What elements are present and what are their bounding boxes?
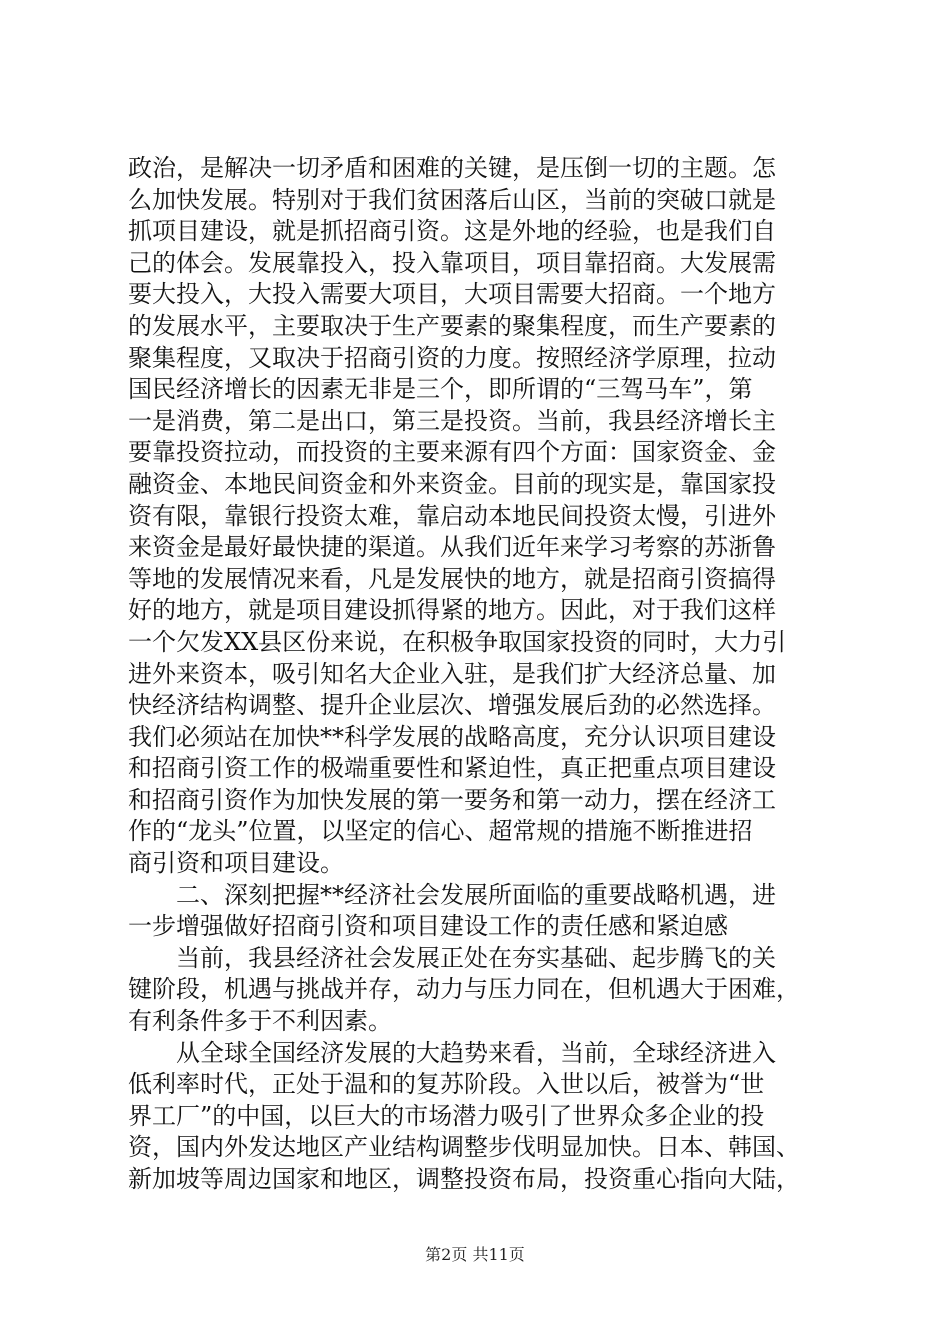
text-line: 资，国内外发达地区产业结构调整步伐明显加快。日本、韩国、 bbox=[128, 1133, 800, 1162]
text-line: 一是消费，第二是出口，第三是投资。当前，我县经济增长主 bbox=[128, 406, 776, 435]
body-text bbox=[128, 153, 828, 1196]
text-line: 政治，是解决一切矛盾和困难的关键，是压倒一切的主题。怎 bbox=[128, 154, 776, 182]
text-line: 我们必须站在加快**科学发展的战略高度，充分认识项目建设 bbox=[128, 722, 776, 751]
text-line: 要大投入，大投入需要大项目，大项目需要大招商。一个地方 bbox=[128, 280, 776, 309]
page-footer: 第2页 共11页 bbox=[425, 1245, 525, 1264]
text-line: 一步增强做好招商引资和项目建设工作的责任感和紧迫感 bbox=[128, 912, 728, 941]
text-line: 当前，我县经济社会发展正处在夯实基础、起步腾飞的关 bbox=[128, 943, 776, 972]
text-line: 快经济结构调整、提升企业层次、增强发展后劲的必然选择。 bbox=[128, 691, 776, 720]
text-line: 等地的发展情况来看，凡是发展快的地方，就是招商引资搞得 bbox=[128, 564, 776, 593]
text-line: 二、深刻把握**经济社会发展所面临的重要战略机遇，进 bbox=[128, 880, 776, 909]
text-line: 来资金是最好最快捷的渠道。从我们近年来学习考察的苏浙鲁 bbox=[128, 533, 776, 562]
text-line: 新加坡等周边国家和地区，调整投资布局，投资重心指向大陆， bbox=[128, 1165, 800, 1193]
text-line: 从全球全国经济发展的大趋势来看，当前，全球经济进入 bbox=[128, 1038, 776, 1067]
text-line: 键阶段，机遇与挑战并存，动力与压力同在，但机遇大于困难， bbox=[128, 975, 800, 1004]
text-line: 有利条件多于不利因素。 bbox=[128, 1007, 392, 1036]
text-line: 么加快发展。特别对于我们贫困落后山区，当前的突破口就是 bbox=[128, 185, 776, 214]
text-line: 界工厂”的中国，以巨大的市场潜力吸引了世界众多企业的投 bbox=[128, 1101, 765, 1130]
text-line: 作的“龙头”位置，以坚定的信心、超常规的措施不断推进招 bbox=[128, 817, 753, 846]
text-line: 资有限，靠银行投资太难，靠启动本地民间投资太慢，引进外 bbox=[128, 501, 776, 530]
text-line: 聚集程度，又取决于招商引资的力度。按照经济学原理，拉动 bbox=[128, 343, 776, 372]
text-line: 进外来资本，吸引知名大企业入驻，是我们扩大经济总量、加 bbox=[128, 659, 776, 688]
text-line: 的发展水平，主要取决于生产要素的聚集程度，而生产要素的 bbox=[128, 311, 776, 340]
text-line: 和招商引资工作的极端重要性和紧迫性，真正把重点项目建设 bbox=[128, 754, 776, 783]
text-line: 和招商引资作为加快发展的第一要务和第一动力，摆在经济工 bbox=[128, 785, 776, 814]
text-line: 抓项目建设，就是抓招商引资。这是外地的经验，也是我们自 bbox=[128, 217, 776, 246]
text-line: 好的地方，就是项目建设抓得紧的地方。因此，对于我们这样 bbox=[128, 596, 776, 625]
text-line: 商引资和项目建设。 bbox=[128, 849, 344, 878]
text-line: 融资金、本地民间资金和外来资金。目前的现实是，靠国家投 bbox=[128, 469, 776, 498]
text-line: 要靠投资拉动，而投资的主要来源有四个方面：国家资金、金 bbox=[128, 438, 776, 467]
text-line: 低利率时代，正处于温和的复苏阶段。入世以后，被誉为“世 bbox=[128, 1070, 765, 1099]
text-line: 己的体会。发展靠投入，投入靠项目，项目靠招商。大发展需 bbox=[128, 248, 776, 277]
text-line: 国民经济增长的因素无非是三个，即所谓的“三驾马车”，第 bbox=[128, 375, 753, 404]
text-line: 一个欠发XX县区份来说，在积极争取国家投资的同时，大力引 bbox=[128, 627, 787, 656]
